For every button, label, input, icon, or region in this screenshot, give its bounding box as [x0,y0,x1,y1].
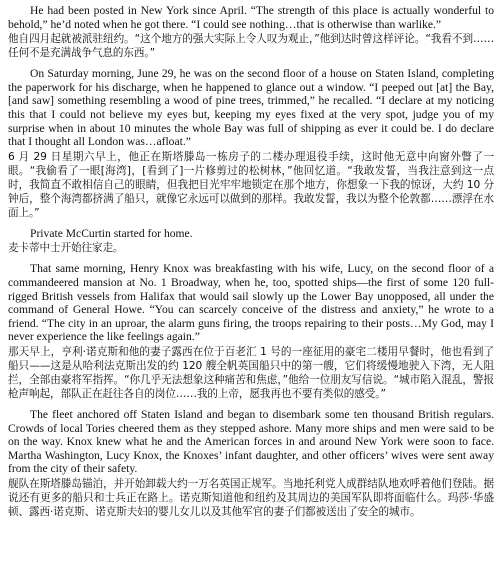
english-text: The fleet anchored off Staten Island and began to disembark some ten thousand British regulars. Crowds of local Tories cheered them as they stepped ashore. Many more ships and men were said to be on the way. Knox knew what he and the American forces in and around New York were soon to face. Martha Washington, Lucy Knox, the Knoxes’ infant daughter, and other officers’ wives were sent away from the city of their safety. [8,407,494,476]
english-text: Private McCurtin started for home. [30,226,193,240]
paragraph-1 [8,4,494,60]
english-text: He had been posted in New York since April. “The strength of this place is actually wonderful to behold,” he’d noted when he got there. “I could see nothing…that is otherwise than warlike.” [8,4,494,31]
paragraph-3 [8,227,494,256]
chinese-translation: 舰队在斯塔滕岛锚泊，并开始卸载大约一万名英国正规军。当地托利党人成群结队地欢呼着他们登陆。据说还有更多的船只和士兵正在路上。诺克斯知道他和纽约及其周边的美国军队即将面临什么。玛莎·华盛顿、露西·诺克斯、诺克斯夫妇的婴儿女儿以及其他军官的妻子们都被送出了安全的城市。 [8,477,494,518]
english-text: On Saturday morning, June 29, he was on the second floor of a house on Staten Island, completing the paperwork for his discharge, when he happened to glance out a window. “I peeped out [at] the Bay, [and saw] something resembling a wood of pine trees, trimmed,” he recalled. “I declare at my noticing this that I could not believe my eyes but, keeping my eyes fixed at the very spot, judge you of my surprise when in about 10 minutes the whole Bay was full of shipping as ever it could be. I do declare that I thought all London was…afloat.” [8,67,494,149]
chinese-translation: 麦卡蒂中士开始往家走。 [8,242,124,255]
paragraph-4 [8,262,494,401]
chinese-translation: 6 月 29 日星期六早上，他正在斯塔滕岛一栋房子的二楼办理退役手续，这时他无意中向窗外瞥了一眼。“我偷看了一眼[海湾]，[看到了]一片修剪过的松树林，”他回忆道。“我敢发誓，当我注意到这一点时，我简直不敢相信自己的眼睛，但我把目光牢牢地锁定在那个地方，你想象一下我的惊讶，大约 10 分钟后，整个海湾都挤满了船只，就像它永远可以做到的那样。我敢发誓，我以为整个伦敦都……漂浮在水面上。” [8,150,494,219]
chinese-translation: 那天早上，亨利·诺克斯和他的妻子露西在位于百老汇 1 号的一座征用的豪宅二楼用早餐时，他也看到了船只——这是从哈利法克斯出发的约 120 艘全帆英国船只中的第一艘，它们将缓慢地驶入下湾，无人阻拦，全部由豪将军指挥。“你几乎无法想象这种痛苦和焦虑，”他给一位朋友写信说。“城市陷入混乱，警报枪声响起，部队正在赶往各自的岗位……我的上帝，愿我再也不要有类似的感受。” [8,345,494,400]
paragraph-5 [8,408,494,519]
paragraph-2 [8,67,494,220]
chinese-translation: 他自四月起就被派驻纽约。“这个地方的强大实际上令人叹为观止，”他到达时曾这样评论。“我看不到……任何不是充满战争气息的东西。” [8,33,494,60]
english-text: That same morning, Henry Knox was breakfasting with his wife, Lucy, on the second floor of a commandeered mansion at No. 1 Broadway, when he, too, spotted ships—the first of some 120 full-rigged British vessels from Halifax that would sail slowly up the Lower Bay unopposed, all under the command of General Howe. “You can scarcely conceive of the distress and anxiety,” he wrote to a friend. “The city in an uproar, the alarm guns firing, the troops repairing to their posts…My God, may I never experience the like feelings again.” [8,262,494,344]
